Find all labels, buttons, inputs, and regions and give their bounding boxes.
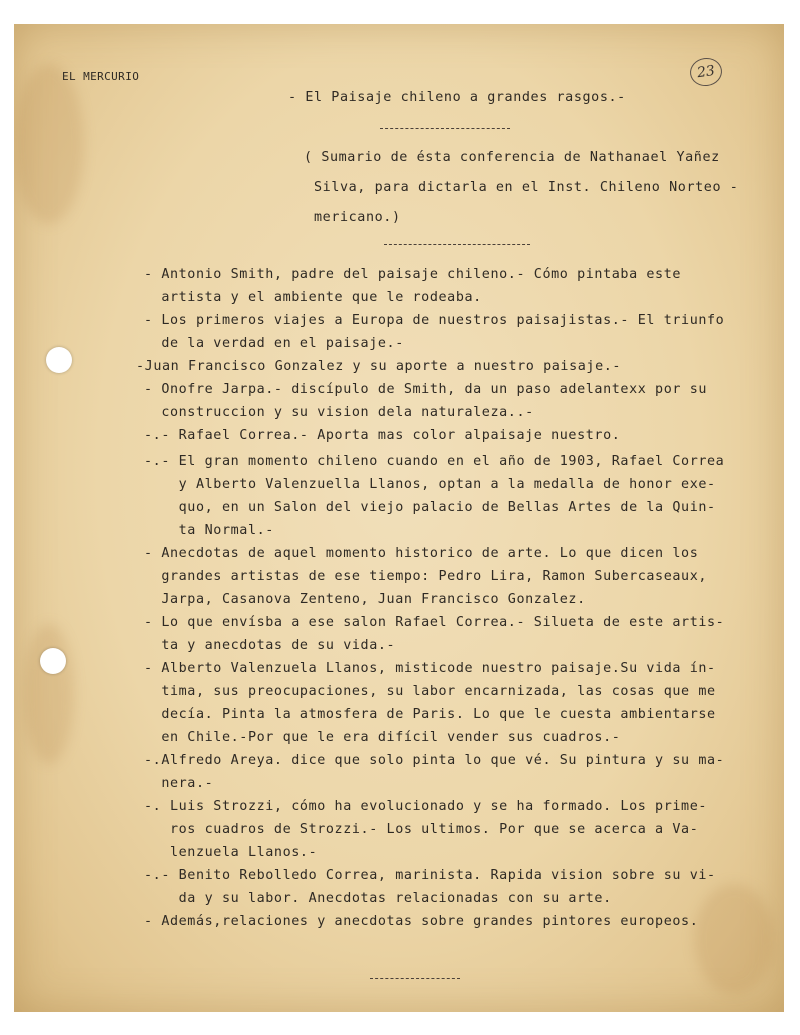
body-line: - Alberto Valenzuela Llanos, misticode nuestro paisaje.Su vida ín-	[144, 661, 716, 676]
punch-hole-lower	[40, 648, 66, 674]
summary-line: ( Sumario de ésta conferencia de Nathanael Yañez	[304, 150, 720, 165]
body-line: nera.-	[144, 776, 214, 791]
body-line: -. Luis Strozzi, cómo ha evolucionado y se ha formado. Los prime-	[144, 799, 708, 814]
body-line: -.Alfredo Areya. dice que solo pinta lo que vé. Su pintura y su ma-	[144, 753, 725, 768]
body-line: -Juan Francisco Gonzalez y su aporte a nuestro paisaje.-	[136, 359, 622, 374]
body-line: construccion y su vision dela naturaleza..-	[144, 405, 534, 420]
body-line: - Los primeros viajes a Europa de nuestros paisajistas.- El triunfo	[144, 313, 725, 328]
body-line: lenzuela Llanos.-	[144, 845, 318, 860]
body-line: tima, sus preocupaciones, su labor encarnizada, las cosas que me	[144, 684, 716, 699]
body-line: - Además,relaciones y anecdotas sobre grandes pintores europeos.	[144, 914, 699, 929]
document-page	[14, 24, 784, 1012]
body-line: grandes artistas de ese tiempo: Pedro Lira, Ramon Subercaseaux,	[144, 569, 708, 584]
page-number: 23	[688, 56, 724, 88]
body-line: - Antonio Smith, padre del paisaje chileno.- Cómo pintaba este	[144, 267, 682, 282]
body-line: -.- Benito Rebolledo Correa, marinista. Rapida vision sobre su vi-	[144, 868, 716, 883]
masthead: EL MERCURIO	[62, 70, 140, 83]
body-line: da y su labor. Anecdotas relacionadas con su arte.	[144, 891, 612, 906]
summary-line: Silva, para dictarla en el Inst. Chileno Norteo -	[314, 180, 739, 195]
body-line: -.- Rafael Correa.- Aporta mas color alpaisaje nuestro.	[144, 428, 621, 443]
body-line: ta Normal.-	[144, 523, 274, 538]
body-line: Jarpa, Casanova Zenteno, Juan Francisco Gonzalez.	[144, 592, 586, 607]
summary-line: mericano.)	[314, 210, 401, 225]
body-line: artista y el ambiente que le rodeaba.	[144, 290, 482, 305]
body-line: en Chile.-Por que le era difícil vender sus cuadros.-	[144, 730, 621, 745]
body-line: de la verdad en el paisaje.-	[144, 336, 404, 351]
body-line: ta y anecdotas de su vida.-	[144, 638, 396, 653]
document-title: - El Paisaje chileno a grandes rasgos.-	[288, 90, 626, 105]
punch-hole-upper	[46, 347, 72, 373]
body-line: quo, en un Salon del viejo palacio de Bellas Artes de la Quin-	[144, 500, 716, 515]
paper-stain	[694, 884, 774, 994]
paper-stain	[24, 624, 74, 764]
body-line: - Lo que envísba a ese salon Rafael Correa.- Silueta de este artis-	[144, 615, 725, 630]
summary-divider	[384, 244, 530, 245]
body-line: decía. Pinta la atmosfera de Paris. Lo que le cuesta ambientarse	[144, 707, 716, 722]
body-line: - Anecdotas de aquel momento historico de arte. Lo que dicen los	[144, 546, 699, 561]
body-line: y Alberto Valenzuella Llanos, optan a la medalla de honor exe-	[144, 477, 716, 492]
body-line: - Onofre Jarpa.- discípulo de Smith, da un paso adelantexx por su	[144, 382, 708, 397]
body-line: ros cuadros de Strozzi.- Los ultimos. Por que se acerca a Va-	[144, 822, 699, 837]
body-line: -.- El gran momento chileno cuando en el año de 1903, Rafael Correa	[144, 454, 725, 469]
end-divider	[370, 978, 460, 979]
paper-stain	[14, 64, 84, 224]
title-divider	[380, 128, 510, 129]
